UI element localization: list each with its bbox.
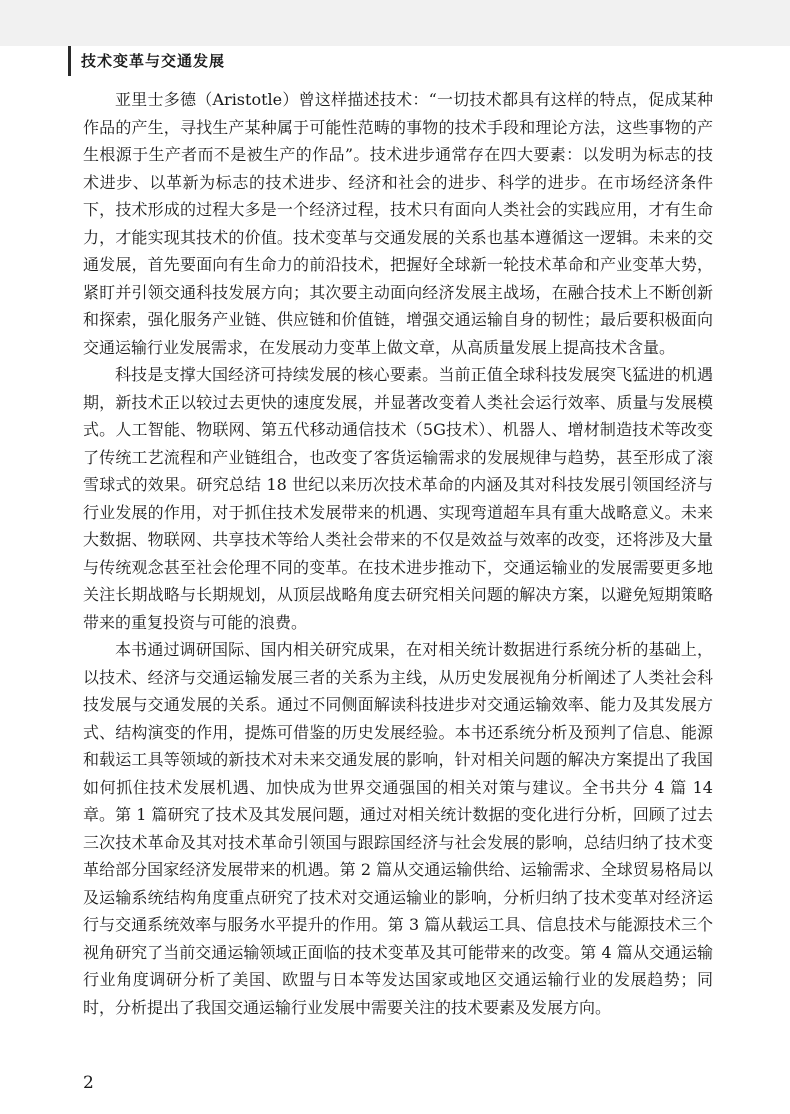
- paragraph: 亚里士多德（Aristotle）曾这样描述技术：“一切技术都具有这样的特点，促成某种作品的产生，寻找生产某种属于可能性范畴的事物的技术手段和理论方法，这些事物的产生根源于生产者而不是被生产的作品”。技术进步通常存在四大要素：以发明为标志的技术进步、以革新为标志的技术进步、经济和社会的进步、科学的进步。在市场经济条件下，技术形成的过程大多是一个经济过程，技术只有面向人类社会的实践应用，才有生命力，才能实现其技术的价值。技术变革与交通发展的关系也基本遵循这一逻辑。未来的交通发展，首先要面向有生命力的前沿技术，把握好全球新一轮技术革命和产业变革大势，紧盯并引领交通科技发展方向；其次要主动面向经济发展主战场，在融合技术上不断创新和探索，强化服务产业链、供应链和价值链，增强交通运输自身的韧性；最后要积极面向交通运输行业发展需求，在发展动力变革上做文章，从高质量发展上提高技术含量。: [83, 90, 713, 357]
- running-header: [68, 46, 781, 76]
- body-text: [83, 86, 713, 1021]
- paragraph: 本书通过调研国际、国内相关研究成果，在对相关统计数据进行系统分析的基础上，以技术、经济与交通运输发展三者的关系为主线，从历史发展视角分析阐述了人类社会科技发展与交通发展的关系。通过不同侧面解读科技进步对交通运输效率、能力及其发展方式、结构演变的作用，提炼可借鉴的历史发展经验。本书还系统分析及预判了信息、能源和载运工具等领域的新技术对未来交通发展的影响，针对相关问题的解决方案提出了我国如何抓住技术发展机遇、加快成为世界交通强国的相关对策与建议。全书共分 4 篇 14 章。第 1 篇研究了技术及其发展问题，通过对相关统计数据的变化进行分析，回顾了过去三次技术革命及其对技术革命引领国与跟踪国经济与社会发展的影响，总结归纳了技术变革给部分国家经济发展带来的机遇。第 2 篇从交通运输供给、运输需求、全球贸易格局以及运输系统结构角度重点研究了技术对交通运输业的影响，分析归纳了技术变革对经济运行与交通系统效率与服务水平提升的作用。第 3 篇从载运工具、信息技术与能源技术三个视角研究了当前交通运输领域正面临的技术变革及其可能带来的改变。第 4 篇从交通运输行业角度调研分析了美国、欧盟与日本等发达国家或地区交通运输行业的发展趋势；同时，分析提出了我国交通运输行业发展中需要关注的技术要素及发展方向。: [83, 640, 713, 1017]
- running-header-title: 技术变革与交通发展: [81, 52, 226, 70]
- page-number: 2: [83, 1073, 94, 1093]
- paragraph: 科技是支撑大国经济可持续发展的核心要素。当前正值全球科技发展突飞猛进的机遇期，新技术正以较过去更快的速度发展，并显著改变着人类社会运行效率、质量与发展模式。人工智能、物联网、第五代移动通信技术（5G技术）、机器人、增材制造技术等改变了传统工艺流程和产业链组合，也改变了客货运输需求的发展规律与趋势，甚至形成了滚雪球式的效果。研究总结 18 世纪以来历次技术革命的内涵及其对科技发展引领国经济与行业发展的作用，对于抓住技术发展带来的机遇、实现弯道超车具有重大战略意义。未来大数据、物联网、共享技术等给人类社会带来的不仅是效益与效率的改变，还将涉及大量与传统观念甚至社会伦理不同的变革。在技术进步推动下，交通运输业的发展需要更多地关注长期战略与长期规划，从顶层战略角度去研究相关问题的解决方案，以避免短期策略带来的重复投资与可能的浪费。: [83, 365, 713, 632]
- top-margin-band: [0, 0, 790, 46]
